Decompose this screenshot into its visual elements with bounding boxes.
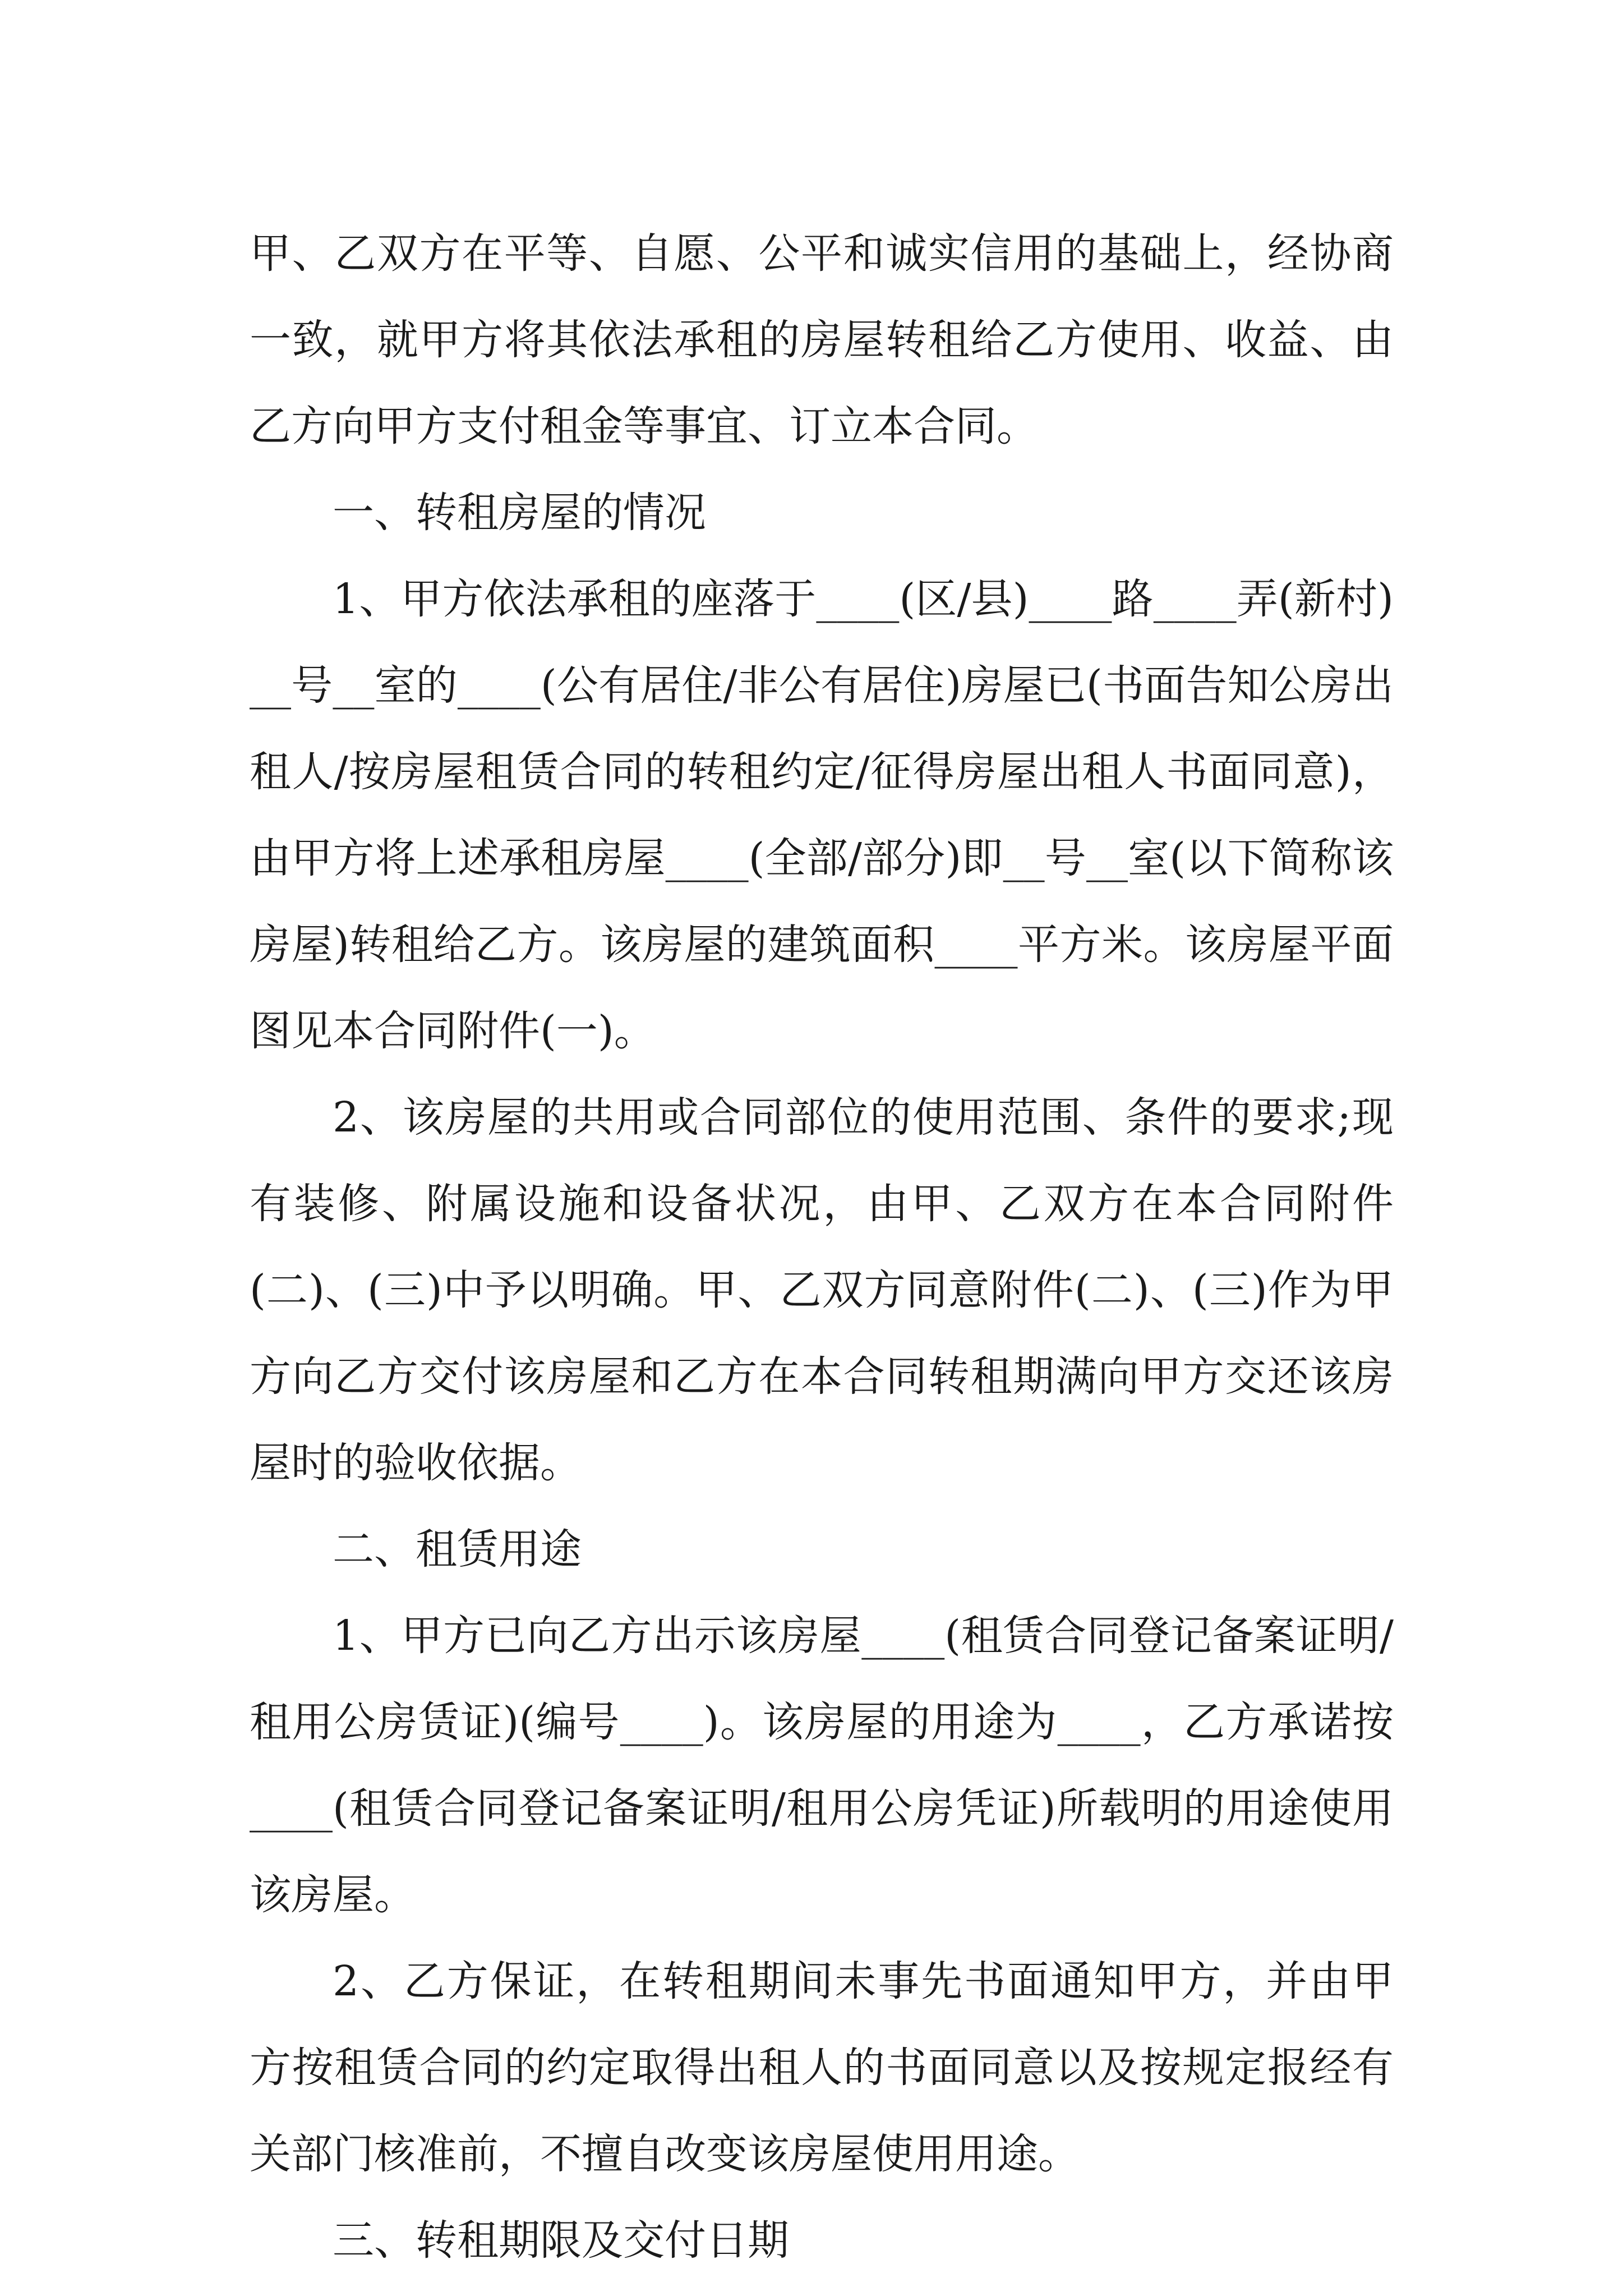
section-2-clause-2: 2、乙方保证，在转租期间未事先书面通知甲方，并由甲方按租赁合同的约定取得出租人的书面同意以及按规定报经有关部门核准前，不擅自改变该房屋使用用途。 <box>250 1957 1394 2178</box>
section-3-heading: 三、转租期限及交付日期 <box>333 2216 789 2265</box>
intro-paragraph: 甲、乙双方在平等、自愿、公平和诚实信用的基础上，经协商一致，就甲方将其依法承租的房屋转租给乙方使用、收益、由乙方向甲方支付租金等事宜、订立本合同。 <box>250 229 1394 450</box>
section-1-clause-2: 2、该房屋的共用或合同部位的使用范围、条件的要求;现有装修、附属设施和设备状况，由甲、乙双方在本合同附件(二)、(三)中予以明确。甲、乙双方同意附件(二)、(三)作为甲方向乙方交付该房屋和乙方在本合同转租期满向甲方交还该房屋时的验收依据。 <box>250 1093 1394 1487</box>
section-2-clause-1: 1、甲方已向乙方出示该房屋____(租赁合同登记备案证明/租用公房赁证)(编号____)。该房屋的用途为____，乙方承诺按____(租赁合同登记备案证明/租用公房凭证)所载明的用途使用该房屋。 <box>250 1612 1394 1919</box>
section-2-heading: 二、租赁用途 <box>333 1525 582 1573</box>
document-page <box>250 210 1394 2284</box>
section-1-heading: 一、转租房屋的情况 <box>333 489 706 537</box>
section-1-clause-1: 1、甲方依法承租的座落于____(区/县)____路____弄(新村)__号__室的____(公有居住/非公有居住)房屋已(书面告知公房出租人/按房屋租赁合同的转租约定/征得房屋出租人书面同意)，由甲方将上述承租房屋____(全部/部分)即__号__室(以下简称该房屋)转租给乙方。该房屋的建筑面积____平方米。该房屋平面图见本合同附件(一)。 <box>250 575 1394 1055</box>
